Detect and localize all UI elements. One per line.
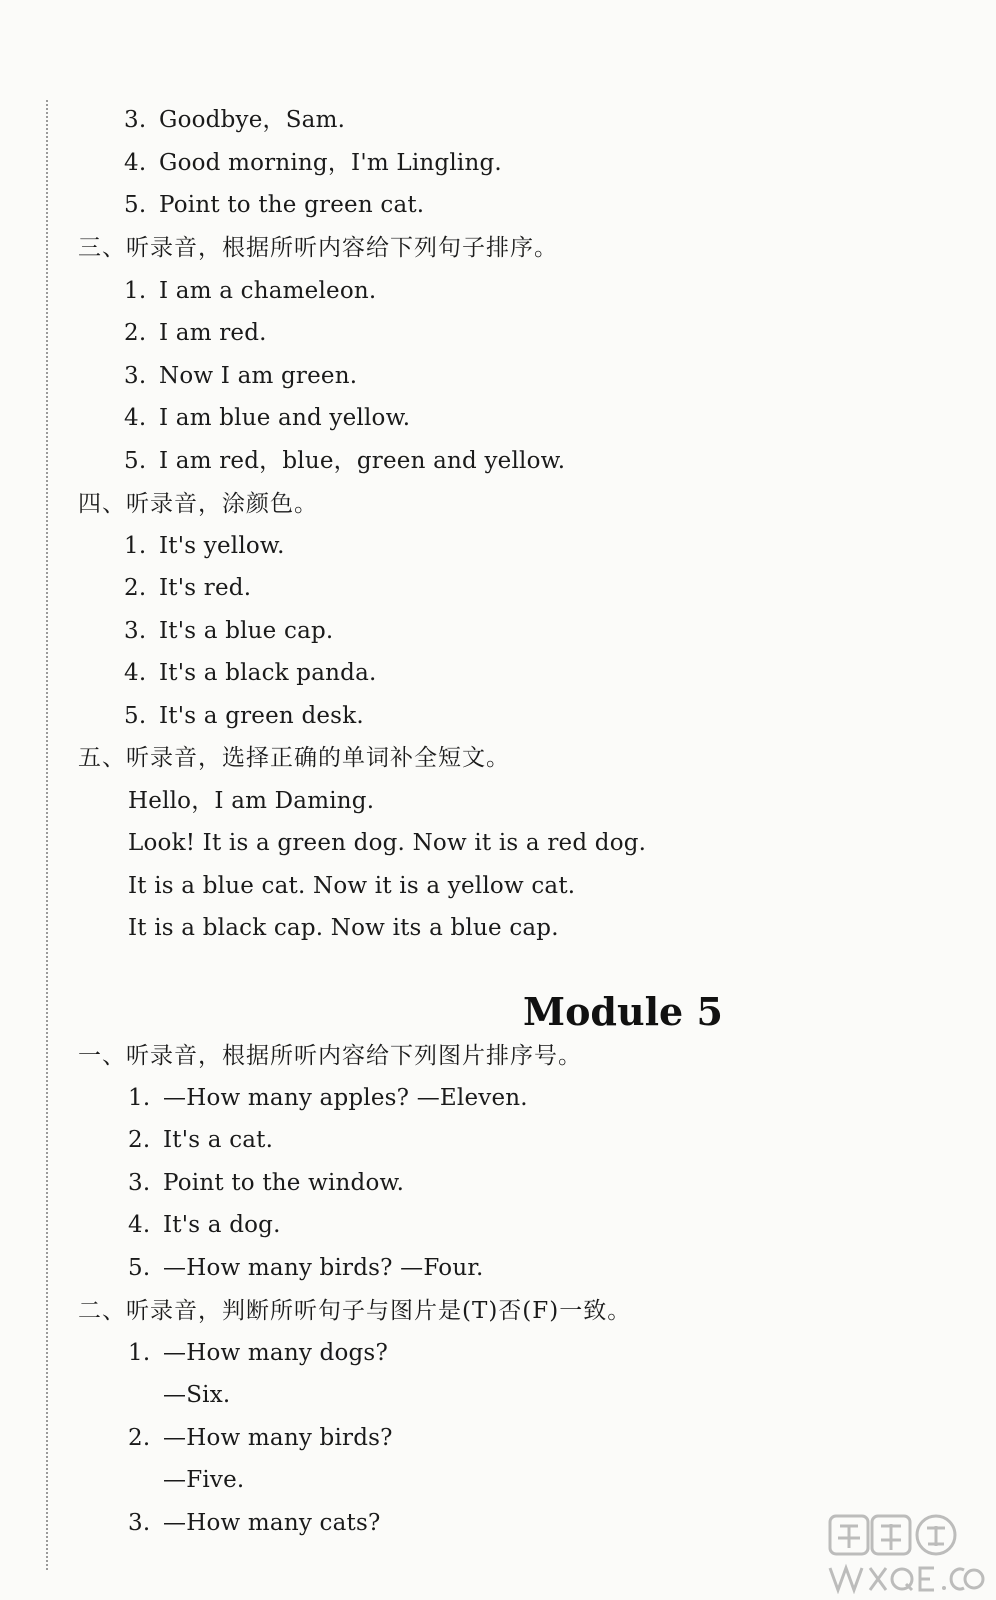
list-item: 5. —How many birds? —Four. bbox=[128, 1255, 484, 1281]
list-item: 4. Good morning，I'm Lingling. bbox=[124, 150, 502, 176]
list-item: 3. Point to the window. bbox=[128, 1170, 405, 1196]
list-item: 5. Point to the green cat. bbox=[124, 192, 425, 218]
list-item: 1. —How many apples? —Eleven. bbox=[128, 1085, 528, 1111]
passage-line: Hello，I am Daming. bbox=[128, 788, 375, 814]
list-item: 3. Now I am green. bbox=[124, 363, 358, 389]
list-item: 1. I am a chameleon. bbox=[124, 278, 377, 304]
list-item: 4. It's a black panda. bbox=[124, 660, 377, 686]
answer-line: —Six. bbox=[163, 1382, 231, 1408]
section-heading-er: 二、听录音，判断所听句子与图片是(T)否(F)一致。 bbox=[78, 1298, 632, 1324]
watermark-logo bbox=[826, 1514, 986, 1594]
module-title: Module 5 bbox=[523, 989, 723, 1034]
list-item: 4. It's a dog. bbox=[128, 1212, 281, 1238]
list-item: 2. It's red. bbox=[124, 575, 252, 601]
passage-line: It is a blue cat. Now it is a yellow cat. bbox=[128, 873, 576, 899]
list-item: 3. Goodbye，Sam. bbox=[124, 107, 346, 133]
list-item: 5. I am red，blue，green and yellow. bbox=[124, 448, 566, 474]
list-item: 2. It's a cat. bbox=[128, 1127, 274, 1153]
list-item: 3. —How many cats? bbox=[128, 1510, 381, 1536]
list-item: 2. —How many birds? bbox=[128, 1425, 393, 1451]
answer-line: —Five. bbox=[163, 1467, 245, 1493]
list-item: 4. I am blue and yellow. bbox=[124, 405, 411, 431]
section-heading-si: 四、听录音，涂颜色。 bbox=[78, 491, 318, 517]
list-item: 3. It's a blue cap. bbox=[124, 618, 334, 644]
passage-line: Look! It is a green dog. Now it is a red dog. bbox=[128, 830, 647, 856]
section-heading-yi: 一、听录音，根据所听内容给下列图片排序号。 bbox=[78, 1043, 582, 1069]
section-heading-san: 三、听录音，根据所听内容给下列句子排序。 bbox=[78, 235, 558, 261]
passage-line: It is a black cap. Now its a blue cap. bbox=[128, 915, 559, 941]
list-item: 1. It's yellow. bbox=[124, 533, 285, 559]
list-item: 5. It's a green desk. bbox=[124, 703, 364, 729]
list-item: 2. I am red. bbox=[124, 320, 267, 346]
section-heading-wu: 五、听录音，选择正确的单词补全短文。 bbox=[78, 745, 510, 771]
list-item: 1. —How many dogs? bbox=[128, 1340, 388, 1366]
